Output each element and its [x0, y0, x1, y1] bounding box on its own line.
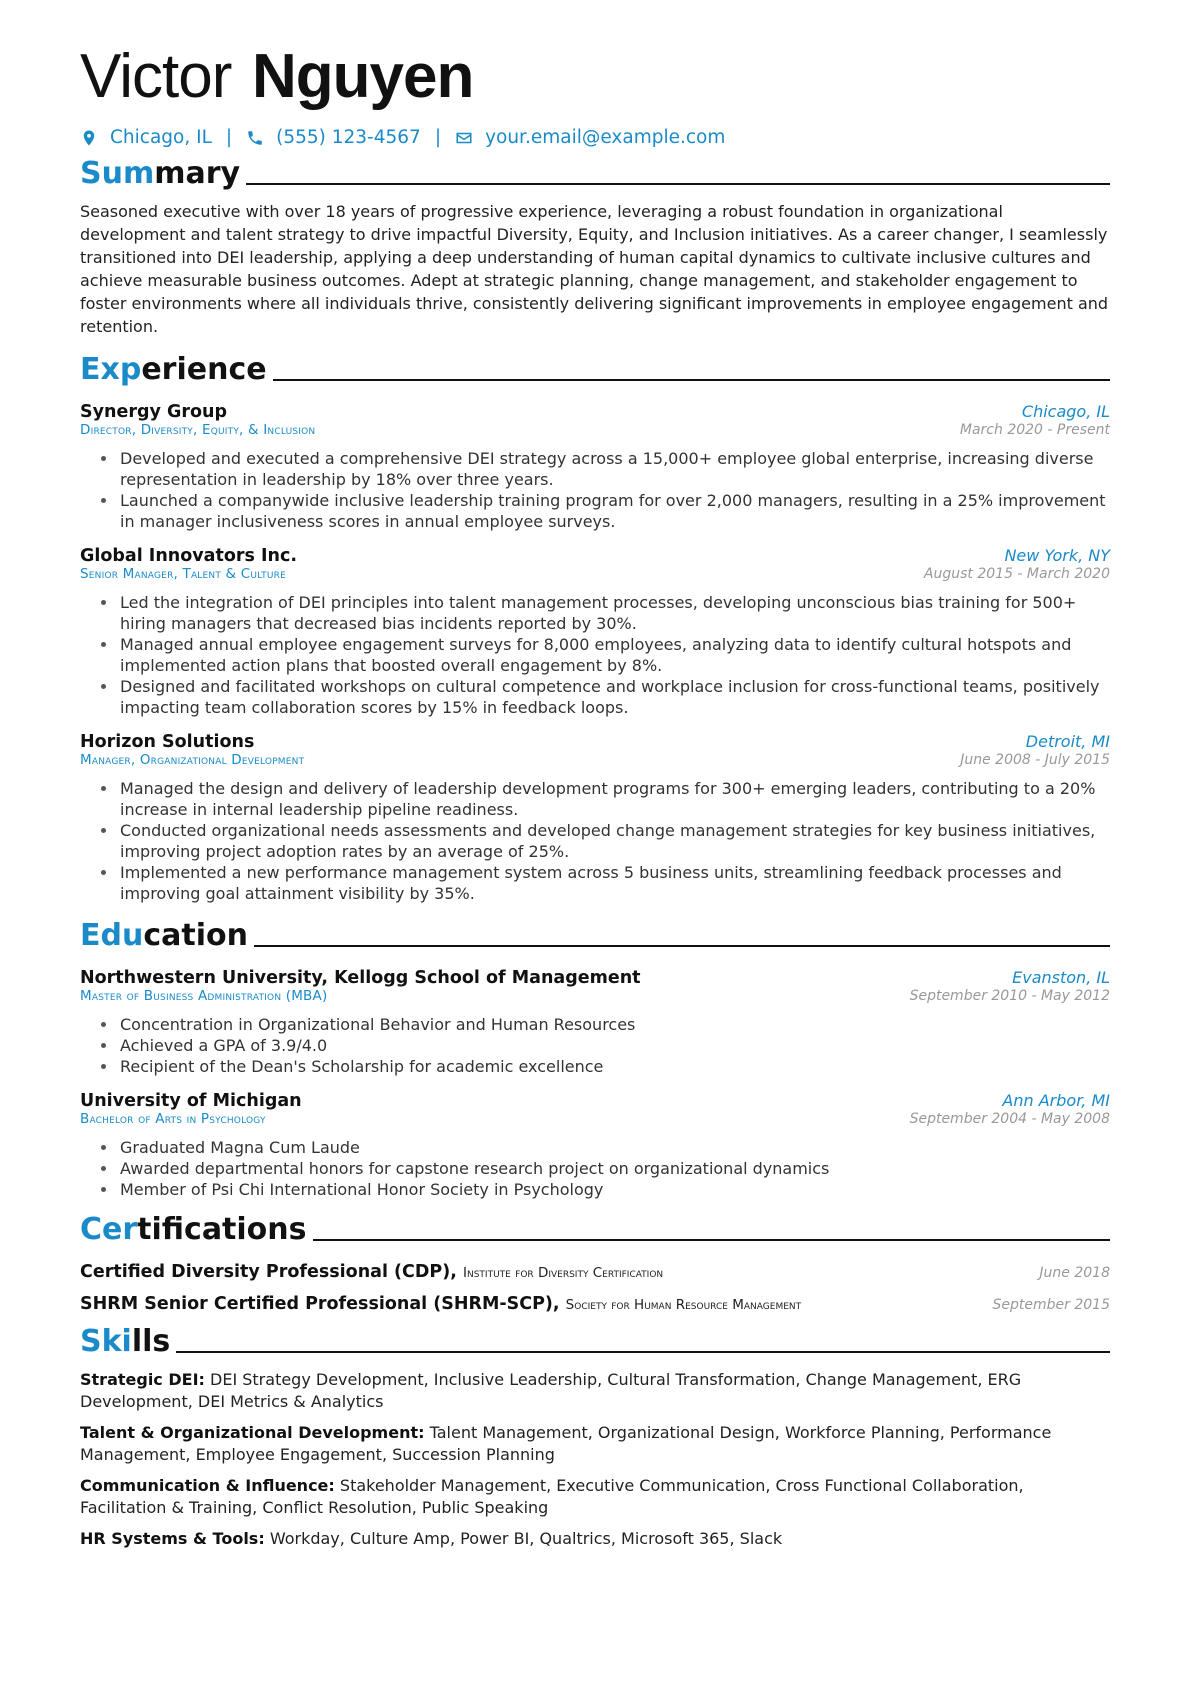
first-name: Victor [80, 42, 232, 111]
experience-entry [80, 402, 1110, 532]
section-title [80, 918, 254, 954]
entry-location: New York, NY [1004, 546, 1110, 565]
section-rule [176, 1351, 1110, 1353]
bullet-item: • Awarded departmental honors for capstone research project on organizational dynamics [118, 1158, 1110, 1179]
school-name: University of Michigan [80, 1091, 302, 1111]
cert-issuer: Society for Human Resource Management [565, 1297, 802, 1313]
section-rule [273, 379, 1110, 381]
section-title [80, 156, 246, 192]
cert-date: September 2015 [992, 1297, 1110, 1313]
skill-values: Talent Management, Organizational Design, Workforce Planning, Performance Management, Employee Engagement, Succession Planning [80, 1423, 1052, 1464]
skill-group [80, 1422, 1110, 1466]
title-accent: Cer [80, 1212, 138, 1247]
bullet-list [80, 1137, 1110, 1200]
cert-comma: , [552, 1294, 566, 1314]
bullet-item: • Concentration in Organizational Behavior and Human Resources [118, 1014, 1110, 1035]
entry-dates: August 2015 - March 2020 [923, 566, 1110, 582]
cert-comma: , [450, 1262, 463, 1282]
email-text: your.email@example.com [485, 127, 726, 148]
entry-dates: September 2010 - May 2012 [909, 988, 1110, 1004]
contact-separator: | [434, 127, 442, 148]
certification-item [80, 1294, 1110, 1314]
bullet-item: • Designed and facilitated workshops on cultural competence and workplace inclusion for cross-functional teams, positively impacting team collaboration scores by 15% in feedback loops. [118, 676, 1110, 718]
role-title: Director, Diversity, Equity, & Inclusion [80, 422, 316, 438]
title-accent: Ski [80, 1324, 132, 1359]
bullet-list [80, 778, 1110, 904]
bullet-list [80, 592, 1110, 718]
certifications-heading [80, 1212, 1110, 1248]
title-accent: Edu [80, 918, 144, 953]
entry-dates: September 2004 - May 2008 [909, 1111, 1110, 1127]
phone-text: (555) 123-4567 [276, 127, 421, 148]
bullet-item: • Launched a companywide inclusive leadership training program for over 2,000 managers, resulting in a 25% improvement in manager inclusiveness scores in annual employee surveys. [118, 490, 1110, 532]
section-title [80, 352, 273, 388]
bullet-item: • Recipient of the Dean's Scholarship for academic excellence [118, 1056, 1110, 1077]
cert-issuer: Institute for Diversity Certification [463, 1265, 664, 1281]
title-rest: cation [143, 918, 248, 953]
role-title: Manager, Organizational Development [80, 752, 305, 768]
location-text: Chicago, IL [110, 127, 212, 148]
contact-phone[interactable] [246, 127, 421, 148]
org-name: Horizon Solutions [80, 732, 255, 752]
skill-label: HR Systems & Tools: [80, 1529, 265, 1548]
org-name: Global Innovators Inc. [80, 546, 297, 566]
skill-group [80, 1475, 1110, 1519]
cert-name: Certified Diversity Professional (CDP) [80, 1262, 451, 1282]
bullet-list [80, 448, 1110, 532]
entry-location: Detroit, MI [1025, 732, 1110, 751]
envelope-icon [455, 129, 473, 147]
skill-label: Talent & Organizational Development: [80, 1423, 425, 1442]
certification-item [80, 1262, 1110, 1282]
bullet-list [80, 1014, 1110, 1077]
skill-label: Communication & Influence: [80, 1476, 335, 1495]
bullet-item: • Led the integration of DEI principles into talent management processes, developing unconscious bias training for 500+ hiring managers that decreased bias incidents reported by 30%. [118, 592, 1110, 634]
last-name: Nguyen [251, 42, 474, 111]
skill-group [80, 1369, 1110, 1413]
entry-location: Ann Arbor, MI [1002, 1091, 1110, 1110]
school-name: Northwestern University, Kellogg School of Management [80, 968, 641, 988]
experience-heading [80, 352, 1110, 388]
title-rest: tifications [137, 1212, 307, 1247]
org-name: Synergy Group [80, 402, 227, 422]
bullet-item: • Developed and executed a comprehensive DEI strategy across a 15,000+ employee global enterprise, increasing diverse representation in leadership by 18% over three years. [118, 448, 1110, 490]
bullet-item: • Implemented a new performance management system across 5 business units, streamlining feedback processes and improving goal attainment visibility by 35%. [118, 862, 1110, 904]
bullet-item: • Achieved a GPA of 3.9/4.0 [118, 1035, 1110, 1056]
education-entry [80, 968, 1110, 1077]
bullet-item: • Managed annual employee engagement surveys for 8,000 employees, analyzing data to identify cultural hotspots and implemented action plans that boosted overall engagement by 8%. [118, 634, 1110, 676]
bullet-item: • Graduated Magna Cum Laude [118, 1137, 1110, 1158]
cert-date: June 2018 [1039, 1265, 1110, 1281]
degree-title: Bachelor of Arts in Psychology [80, 1111, 266, 1127]
degree-title: Master of Business Administration (MBA) [80, 988, 328, 1004]
section-rule [313, 1239, 1110, 1241]
skills-heading [80, 1324, 1110, 1360]
contact-bar [80, 127, 1110, 148]
entry-location: Chicago, IL [1021, 402, 1110, 421]
education-entry [80, 1091, 1110, 1200]
summary-text: Seasoned executive with over 18 years of progressive experience, leveraging a robust foundation in organizational development and talent strategy to drive impactful Diversity, Equity, and Inclusion initiatives. As a career changer, I seamlessly transitioned into DEI leadership, applying a deep understanding of human capital dynamics to cultivate inclusive cultures and achieve measurable business outcomes. Adept at strategic planning, change management, and stakeholder engagement to foster environments where all individuals thrive, consistently delivering significant improvements in employee engagement and retention. [80, 202, 1109, 336]
role-title: Senior Manager, Talent & Culture [80, 566, 286, 582]
contact-separator: | [225, 127, 233, 148]
phone-icon [246, 129, 264, 147]
entry-dates: March 2020 - Present [959, 422, 1110, 438]
entry-dates: June 2008 - July 2015 [960, 752, 1110, 768]
section-rule [254, 945, 1110, 947]
skill-group [80, 1528, 1110, 1550]
bullet-item: • Managed the design and delivery of leadership development programs for 300+ emerging leaders, contributing to a 20% increase in internal leadership pipeline readiness. [118, 778, 1110, 820]
title-rest: mary [154, 156, 241, 191]
title-rest: erience [141, 352, 267, 387]
contact-email[interactable] [455, 127, 725, 148]
experience-entry [80, 732, 1110, 904]
skill-label: Strategic DEI: [80, 1370, 205, 1389]
map-pin-icon [80, 129, 98, 147]
section-title [80, 1324, 176, 1360]
bullet-item: • Member of Psi Chi International Honor Society in Psychology [118, 1179, 1110, 1200]
candidate-name [80, 40, 1110, 113]
title-accent: Exp [80, 352, 142, 387]
title-accent: Sum [80, 156, 155, 191]
skill-values: Stakeholder Management, Executive Communication, Cross Functional Collaboration, Facilitation & Training, Conflict Resolution, Public Speaking [80, 1476, 1024, 1517]
section-rule [246, 183, 1110, 185]
title-rest: lls [131, 1324, 171, 1359]
bullet-item: • Conducted organizational needs assessments and developed change management strategies for key business initiatives, improving project adoption rates by an average of 25%. [118, 820, 1110, 862]
section-title [80, 1212, 313, 1248]
entry-location: Evanston, IL [1012, 968, 1110, 987]
skill-values: Workday, Culture Amp, Power BI, Qualtrics, Microsoft 365, Slack [269, 1529, 783, 1548]
summary-heading [80, 156, 1110, 192]
cert-name: SHRM Senior Certified Professional (SHRM-SCP) [80, 1294, 553, 1314]
education-heading [80, 918, 1110, 954]
contact-location [80, 127, 212, 148]
skill-values: DEI Strategy Development, Inclusive Leadership, Cultural Transformation, Change Management, ERG Development, DEI Metrics & Analytics [80, 1370, 1022, 1411]
experience-entry [80, 546, 1110, 718]
